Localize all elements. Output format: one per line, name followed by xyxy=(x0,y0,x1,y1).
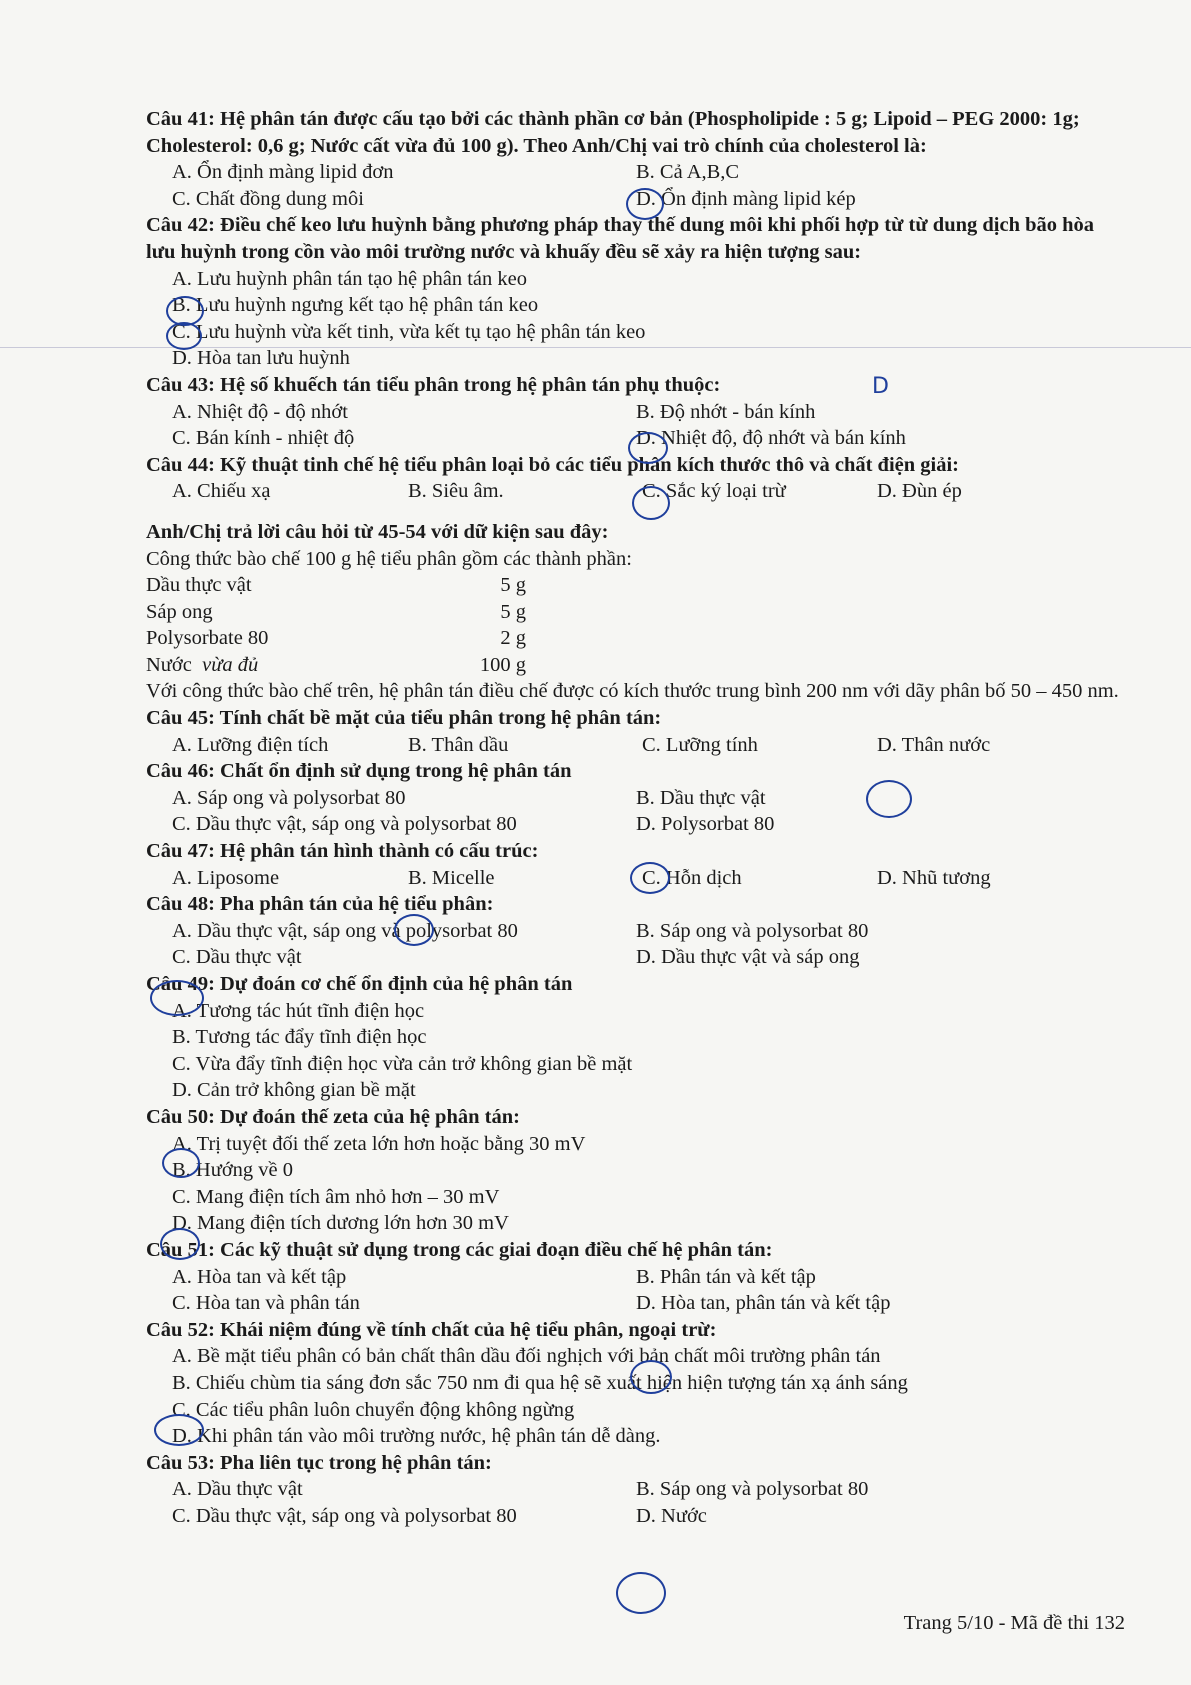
question-52 xyxy=(146,1317,1126,1450)
context-intro: Công thức bào chế 100 g hệ tiểu phân gồm các thành phần: xyxy=(146,547,632,570)
option-d[interactable]: D. Đùn ép xyxy=(877,480,962,503)
question-stem: Câu 51: Các kỹ thuật sử dụng trong các giai đoạn điều chế hệ phân tán: xyxy=(146,1238,773,1261)
option-d[interactable]: D. Mang điện tích dương lớn hơn 30 mV xyxy=(172,1212,509,1235)
option-a[interactable]: A. Lưỡng điện tích xyxy=(172,733,329,756)
option-c[interactable]: C. Dầu thực vật, sáp ong và polysorbat 80 xyxy=(172,813,517,836)
option-c[interactable]: C. Hòa tan và phân tán xyxy=(172,1292,360,1315)
ingredient-row xyxy=(146,572,1126,599)
option-c[interactable]: C. Lưu huỳnh vừa kết tinh, vừa kết tụ tạo hệ phân tán keo xyxy=(172,320,646,343)
question-stem: Câu 43: Hệ số khuếch tán tiểu phân trong hệ phân tán phụ thuộc: xyxy=(146,373,721,396)
option-b[interactable]: B. Sáp ong và polysorbat 80 xyxy=(636,1478,869,1501)
question-stem: Câu 42: Điều chế keo lưu huỳnh bằng phương pháp thay thế dung môi khi phối hợp từ từ dung dịch bão hòa lưu huỳnh trong cồn vào môi trường nước và khuấy đều sẽ xảy ra hiện tượng sau: xyxy=(146,214,1095,263)
ingredient-amount: 5 g xyxy=(500,574,526,597)
option-c[interactable]: C. Các tiểu phân luôn chuyển động không ngừng xyxy=(172,1398,575,1421)
option-d[interactable]: D. Hòa tan lưu huỳnh xyxy=(172,347,350,370)
option-c[interactable]: C. Hỗn dịch xyxy=(642,866,742,889)
option-a[interactable]: A. Lưu huỳnh phân tán tạo hệ phân tán keo xyxy=(172,267,527,290)
page-footer: Trang 5/10 - Mã đề thi 132 xyxy=(903,1612,1125,1634)
question-stem: Câu 53: Pha liên tục trong hệ phân tán: xyxy=(146,1451,492,1474)
context-conclusion: Với công thức bào chế trên, hệ phân tán điều chế được có kích thước trung bình 200 nm với dãy phân bố 50 – 450 nm. xyxy=(146,680,1119,703)
option-b[interactable]: B. Tương tác đẩy tĩnh điện học xyxy=(172,1026,427,1049)
ingredient-row xyxy=(146,599,1126,626)
ingredient-row xyxy=(146,625,1126,652)
option-d[interactable]: D. Ổn định màng lipid kép xyxy=(636,187,856,210)
question-47 xyxy=(146,838,1126,891)
question-46 xyxy=(146,758,1126,838)
option-d[interactable]: D. Polysorbat 80 xyxy=(636,813,775,836)
ingredient-name: Nước xyxy=(146,653,192,676)
question-42 xyxy=(146,212,1126,372)
option-b[interactable]: B. Dầu thực vật xyxy=(636,786,766,809)
context-heading: Anh/Chị trả lời câu hỏi từ 45-54 với dữ kiện sau đây: xyxy=(146,520,609,543)
question-stem: Câu 44: Kỹ thuật tinh chế hệ tiểu phân loại bỏ các tiểu phân kích thước thô và chất điện giải: xyxy=(146,453,959,476)
option-d[interactable]: D. Hòa tan, phân tán và kết tập xyxy=(636,1292,891,1315)
option-d[interactable]: D. Nhiệt độ, độ nhớt và bán kính xyxy=(636,427,906,450)
option-a[interactable]: A. Dầu thực vật xyxy=(172,1478,303,1501)
option-b[interactable]: B. Cả A,B,C xyxy=(636,161,740,184)
question-stem: Câu 49: Dự đoán cơ chế ổn định của hệ phân tán xyxy=(146,973,573,995)
option-a[interactable]: A. Hòa tan và kết tập xyxy=(172,1265,347,1288)
option-d[interactable]: D. Thân nước xyxy=(877,733,991,756)
option-b[interactable]: B. Chiếu chùm tia sáng đơn sắc 750 nm đi qua hệ sẽ xuất hiện hiện tượng tán xạ ánh sáng xyxy=(172,1371,908,1394)
question-44 xyxy=(146,452,1126,505)
answer-circle-53d xyxy=(616,1572,666,1614)
question-49 xyxy=(146,971,1126,1104)
question-41 xyxy=(146,106,1126,212)
question-stem: Câu 45: Tính chất bề mặt của tiểu phân trong hệ phân tán: xyxy=(146,707,662,730)
option-b[interactable]: B. Phân tán và kết tập xyxy=(636,1265,816,1288)
option-a[interactable]: A. Tương tác hút tĩnh điện học xyxy=(172,999,425,1022)
option-b[interactable]: B. Hướng về 0 xyxy=(172,1159,294,1182)
option-a[interactable]: A. Ổn định màng lipid đơn xyxy=(172,161,394,184)
ingredient-amount: 2 g xyxy=(500,627,526,650)
option-b[interactable]: B. Micelle xyxy=(408,866,495,889)
option-c[interactable]: C. Sắc ký loại trừ xyxy=(642,480,786,503)
option-d[interactable]: D. Nhũ tương xyxy=(877,866,991,889)
option-c[interactable]: C. Lưỡng tính xyxy=(642,733,758,756)
option-d[interactable]: D. Cản trở không gian bề mặt xyxy=(172,1079,416,1102)
ingredient-name-with-qualifier xyxy=(146,652,446,679)
ingredient-amount: 100 g xyxy=(479,653,526,676)
ingredient-qualifier: vừa đủ xyxy=(202,653,259,676)
question-stem: Câu 47: Hệ phân tán hình thành có cấu trúc: xyxy=(146,840,539,863)
option-d[interactable]: D. Nước xyxy=(636,1504,707,1527)
ingredient-name: Dầu thực vật xyxy=(146,574,252,597)
question-43 xyxy=(146,372,1126,452)
ingredient-amount: 5 g xyxy=(500,600,526,623)
question-stem: Câu 48: Pha phân tán của hệ tiểu phân: xyxy=(146,893,494,916)
option-b[interactable]: B. Độ nhớt - bán kính xyxy=(636,400,816,423)
handwritten-note-43: D xyxy=(872,374,889,399)
exam-page xyxy=(146,106,1126,1529)
shared-context xyxy=(146,519,1126,705)
option-a[interactable]: A. Liposome xyxy=(172,866,280,889)
ingredient-name: Sáp ong xyxy=(146,600,213,623)
option-b[interactable]: B. Lưu huỳnh ngưng kết tạo hệ phân tán keo xyxy=(172,294,539,317)
question-stem: Câu 41: Hệ phân tán được cấu tạo bởi các thành phần cơ bản (Phospholipide : 5 g; Lipoid – PEG 2000: 1g; Cholesterol: 0,6 g; Nước cất vừa đủ 100 g). Theo Anh/Chị vai trò chính của cholesterol là: xyxy=(146,108,1080,157)
option-c[interactable]: C. Dầu thực vật, sáp ong và polysorbat 80 xyxy=(172,1504,517,1527)
question-stem: Câu 46: Chất ổn định sử dụng trong hệ phân tán xyxy=(146,760,572,783)
ingredient-name: Polysorbate 80 xyxy=(146,627,269,650)
option-a[interactable]: A. Dầu thực vật, sáp ong và polysorbat 80 xyxy=(172,919,518,942)
option-a[interactable]: A. Trị tuyệt đối thế zeta lớn hơn hoặc bằng 30 mV xyxy=(172,1132,586,1155)
option-b[interactable]: B. Thân dầu xyxy=(408,733,509,756)
option-c[interactable]: C. Bán kính - nhiệt độ xyxy=(172,427,355,450)
option-c[interactable]: C. Dầu thực vật xyxy=(172,946,302,969)
question-50 xyxy=(146,1104,1126,1237)
option-d[interactable]: D. Dầu thực vật và sáp ong xyxy=(636,946,860,969)
question-stem: Câu 52: Khái niệm đúng về tính chất của hệ tiểu phân, ngoại trừ: xyxy=(146,1318,717,1341)
option-d[interactable]: D. Khi phân tán vào môi trường nước, hệ phân tán dễ dàng. xyxy=(172,1425,661,1448)
option-b[interactable]: B. Sáp ong và polysorbat 80 xyxy=(636,919,869,942)
question-45 xyxy=(146,705,1126,758)
option-a[interactable]: A. Sáp ong và polysorbat 80 xyxy=(172,786,406,809)
option-c[interactable]: C. Chất đồng dung môi xyxy=(172,187,364,210)
option-a[interactable]: A. Bề mặt tiểu phân có bản chất thân dầu đối nghịch với bản chất môi trường phân tán xyxy=(172,1345,881,1368)
section-gap xyxy=(146,505,1126,519)
question-53 xyxy=(146,1450,1126,1530)
option-a[interactable]: A. Chiếu xạ xyxy=(172,480,271,503)
question-51 xyxy=(146,1237,1126,1317)
option-a[interactable]: A. Nhiệt độ - độ nhớt xyxy=(172,400,348,423)
question-48 xyxy=(146,891,1126,971)
option-c[interactable]: C. Mang điện tích âm nhỏ hơn – 30 mV xyxy=(172,1185,500,1208)
question-stem: Câu 50: Dự đoán thế zeta của hệ phân tán: xyxy=(146,1105,520,1128)
option-c[interactable]: C. Vừa đẩy tĩnh điện học vừa cản trở không gian bề mặt xyxy=(172,1052,633,1075)
ingredient-row xyxy=(146,652,1126,679)
option-b[interactable]: B. Siêu âm. xyxy=(408,480,504,503)
